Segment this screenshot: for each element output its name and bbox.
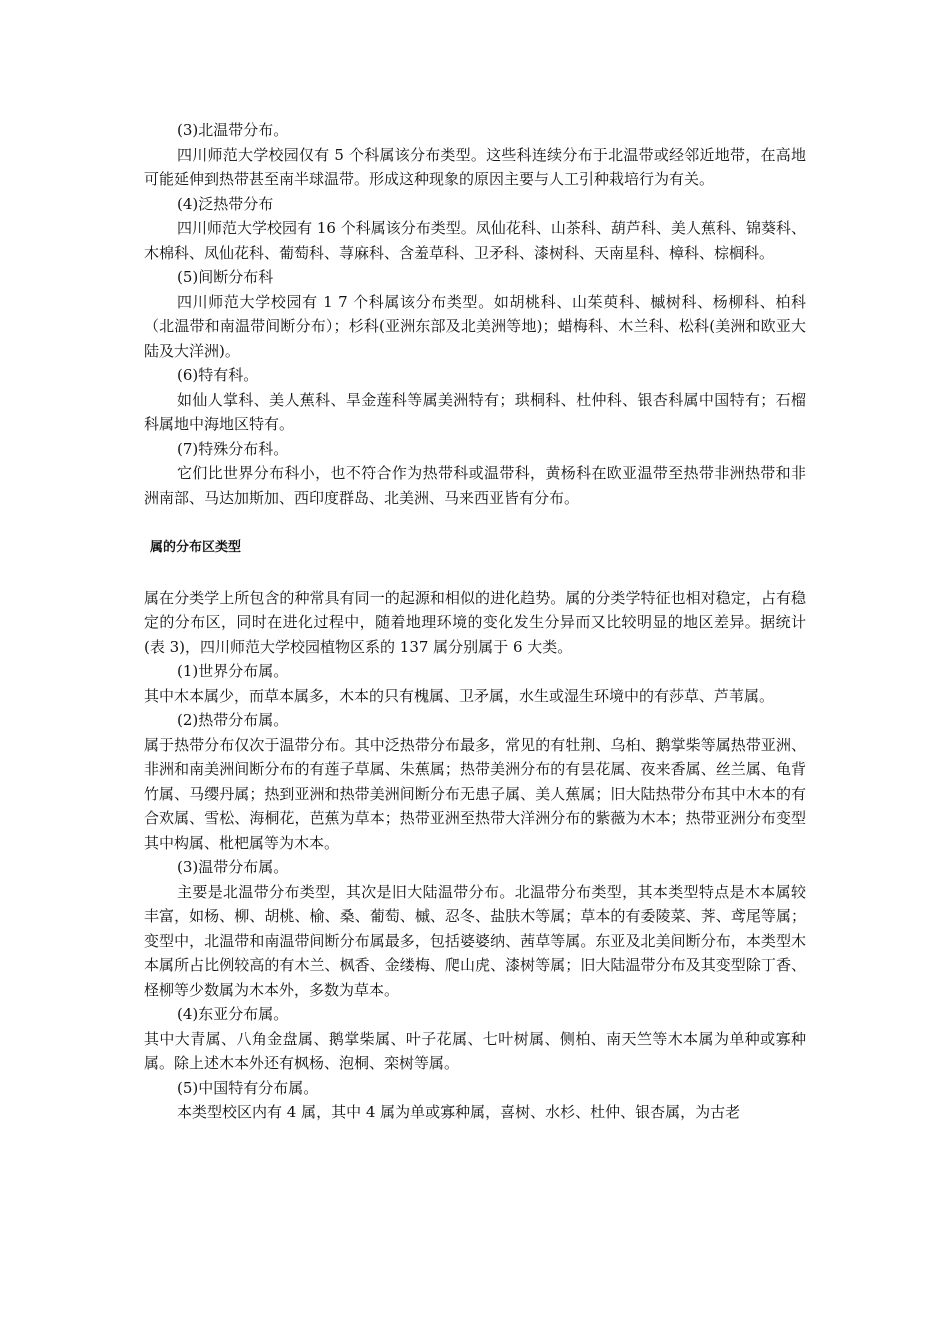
- subsection-title: (1)世界分布属。: [177, 662, 289, 680]
- paragraph: 如仙人掌科、美人蕉科、旱金莲科等属美洲特有；珙桐科、杜仲科、银杏科属中国特有；石榴科属地中海地区特有。: [144, 390, 806, 433]
- spacer: [144, 510, 806, 536]
- paragraph: 它们比世界分布科小，也不符合作为热带科或温带科，黄杨科在欧亚温带至热带非洲热带和非洲南部、马达加斯加、西印度群岛、北美洲、马来西亚皆有分布。: [144, 464, 806, 507]
- subsection-title: (5)间断分布科: [177, 268, 274, 286]
- paragraph: 本类型校区内有 4 属，其中 4 属为单或寡种属，喜树、水杉、杜仲、银杏属，为古老: [177, 1103, 741, 1121]
- subsection-title: (3)北温带分布。: [177, 121, 289, 139]
- document-page: [144, 118, 806, 1125]
- subsection-title: (4)泛热带分布: [177, 194, 274, 213]
- paragraph: 其中大青属、八角金盘属、鹅掌柴属、叶子花属、七叶树属、侧柏、南天竺等木本属为单种或寡种属。除上述木本外还有枫杨、泡桐、栾树等属。: [144, 1029, 806, 1072]
- paragraph: 四川师范大学校园仅有 5 个科属该分布类型。这些科连续分布于北温带或经邻近地带，在高地可能延伸到热带甚至南半球温带。形成这种现象的原因主要与人工引种栽培行为有关。: [144, 145, 806, 188]
- paragraph: 四川师范大学校园有 1 7 个科属该分布类型。如胡桃科、山茱萸科、槭树科、杨柳科、柏科（北温带和南温带间断分布）；杉科(亚洲东部及北美洲等地)；蜡梅科、木兰科、松科(美洲和欧亚大陆及大洋洲)。: [144, 292, 806, 360]
- paragraph: 属在分类学上所包含的种常具有同一的起源和相似的进化趋势。属的分类学特征也相对稳定，占有稳定的分布区，同时在进化过程中，随着地理环境的变化发生分异而又比较明显的地区差异。据统计(表 3)，四川师范大学校园植物区系的 137 属分别属于 6 大类。: [144, 588, 806, 656]
- subsection-title: (3)温带分布属。: [177, 858, 289, 876]
- subsection-title: (4)东亚分布属。: [177, 1005, 289, 1023]
- spacer: [144, 561, 806, 586]
- section-heading: 属的分布区类型: [150, 540, 242, 555]
- paragraph: 主要是北温带分布类型，其次是旧大陆温带分布。北温带分布类型，其本类型特点是木本属较丰富，如杨、柳、胡桃、榆、桑、葡萄、槭、忍冬、盐肤木等属；草本的有委陵菜、荠、鸢尾等属；变型中，北温带和南温带间断分布属最多，包括婆婆纳、茜草等属。东亚及北美间断分布，本类型木本属所占比例较高的有木兰、枫香、金缕梅、爬山虎、漆树等属；旧大陆温带分布及其变型除丁香、柽柳等少数属为木本外，多数为草本。: [144, 882, 806, 999]
- paragraph: 属于热带分布仅次于温带分布。其中泛热带分布最多，常见的有牡荆、乌桕、鹅掌柴等属热带亚洲、非洲和南美洲间断分布的有莲子草属、朱蕉属；热带美洲分布的有昙花属、夜来香属、丝兰属、龟背竹属、马缨丹属；热到亚洲和热带美洲间断分布无患子属、美人蕉属；旧大陆热带分布其中木本的有合欢属、雪松、海桐花，芭蕉为草本；热带亚洲至热带大洋洲分布的紫薇为木本；热带亚洲分布变型其中构属、枇杷属等为木本。: [144, 735, 806, 852]
- subsection-title: (7)特殊分布科。: [177, 439, 289, 458]
- subsection-title: (2)热带分布属。: [177, 711, 289, 729]
- paragraph: 其中木本属少，而草本属多，木本的只有槐属、卫矛属，水生或湿生环境中的有莎草、芦苇属。: [144, 686, 775, 705]
- paragraph: 四川师范大学校园有 16 个科属该分布类型。凤仙花科、山茶科、葫芦科、美人蕉科、锦葵科、木棉科、凤仙花科、葡萄科、荨麻科、含羞草科、卫矛科、漆树科、天南星科、樟科、棕榈科。: [144, 219, 806, 262]
- subsection-title: (5)中国特有分布属。: [177, 1078, 319, 1097]
- subsection-title: (6)特有科。: [177, 366, 259, 384]
